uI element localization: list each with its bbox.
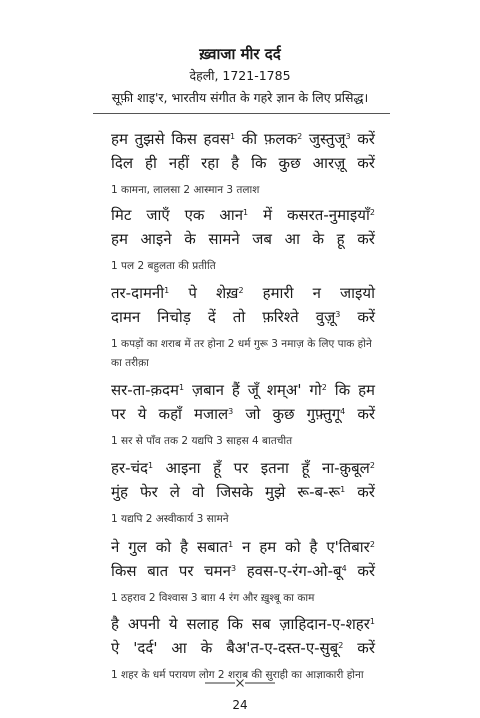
footnote-marker: 3 bbox=[228, 407, 234, 416]
word-text: करें bbox=[357, 405, 375, 423]
word-text: रू-ब-रू bbox=[297, 483, 341, 501]
word-text: हवस bbox=[203, 130, 230, 148]
couplet bbox=[111, 456, 375, 529]
gloss-note: 1 कपड़ों का शराब में तर होना 2 धर्म गुरू 3 नमाज़ के लिए पाक होने का तरीक़ा bbox=[111, 338, 372, 369]
verse-word bbox=[357, 480, 375, 504]
footnote-marker: 3 bbox=[345, 132, 351, 141]
word-text: फेर bbox=[140, 483, 158, 501]
verse-word bbox=[111, 535, 119, 559]
verse-word bbox=[111, 227, 128, 251]
word-text: ले bbox=[169, 483, 180, 501]
word-text: ए'तिबार bbox=[326, 538, 370, 556]
word-text: जाइयो bbox=[339, 284, 375, 302]
verse-word bbox=[170, 480, 180, 504]
verse-word bbox=[204, 559, 236, 583]
verse-line bbox=[111, 305, 375, 329]
word-text: हूँ bbox=[213, 459, 222, 477]
verse-word bbox=[216, 281, 244, 305]
word-text: किस bbox=[111, 562, 137, 580]
word-text: हम bbox=[358, 381, 375, 399]
footnote-marker: 1 bbox=[229, 132, 236, 141]
verse-word bbox=[357, 402, 375, 426]
footnote-marker: 2 bbox=[321, 383, 327, 392]
word-text: जब bbox=[252, 230, 272, 248]
word-text: अपनी bbox=[127, 615, 161, 633]
verse-word bbox=[242, 535, 250, 559]
word-text: न bbox=[242, 538, 251, 556]
verse-line bbox=[111, 227, 375, 251]
verse-word bbox=[141, 227, 172, 251]
word-text: पर bbox=[178, 562, 194, 580]
verse-word bbox=[201, 636, 213, 660]
gloss-note: 1 ठहराव 2 विश्वास 3 बाग़ 4 रंग और ख़ुश्बू का काम bbox=[111, 592, 315, 604]
verse-word bbox=[169, 612, 178, 636]
word-text: जाएँ bbox=[146, 206, 170, 224]
word-text: सर-ता-क़दम bbox=[111, 381, 179, 399]
verse-word bbox=[233, 305, 245, 329]
gloss-note: 1 सर से पाँव तक 2 यद्यपि 3 साहस 4 बातचीत bbox=[111, 435, 293, 447]
word-text: के bbox=[312, 230, 325, 248]
verse-word bbox=[185, 203, 205, 227]
verse-line bbox=[111, 402, 375, 426]
verse-word bbox=[208, 227, 239, 251]
verse-line bbox=[111, 203, 375, 227]
footnote-marker: 2 bbox=[297, 132, 303, 141]
footnote-marker: 1 bbox=[228, 540, 234, 549]
verse-word bbox=[135, 127, 165, 151]
word-text: ये bbox=[137, 405, 147, 423]
word-text: हमारी bbox=[262, 284, 294, 302]
verse-word bbox=[228, 612, 243, 636]
verse-word bbox=[111, 127, 128, 151]
verse-word bbox=[111, 203, 131, 227]
verse-word bbox=[267, 378, 302, 402]
footnote-marker: 3 bbox=[230, 564, 237, 573]
word-text: हम bbox=[111, 130, 128, 148]
word-text: ही bbox=[145, 154, 157, 172]
word-text: के bbox=[200, 639, 213, 657]
word-text: मुझे bbox=[265, 483, 286, 501]
word-text: सामने bbox=[208, 230, 240, 248]
word-text: जो bbox=[245, 405, 261, 423]
word-text: में bbox=[263, 206, 273, 224]
footnote-marker: 2 bbox=[369, 461, 375, 470]
word-text: फ़लक bbox=[263, 130, 298, 148]
verse-word bbox=[145, 151, 157, 175]
verse-word bbox=[192, 480, 204, 504]
poet-header bbox=[0, 44, 480, 107]
word-text: शम्अ' bbox=[266, 381, 302, 399]
word-text: पे bbox=[188, 284, 197, 302]
verse-word bbox=[111, 559, 137, 583]
verse-line bbox=[111, 535, 375, 559]
verse-word bbox=[166, 456, 201, 480]
word-text: के bbox=[184, 230, 196, 248]
word-text: आ bbox=[171, 639, 187, 657]
footnote-marker: 3 bbox=[335, 310, 341, 319]
verse-word bbox=[357, 559, 375, 583]
footnote-marker: 1 bbox=[243, 208, 249, 217]
footnote-marker: 1 bbox=[164, 286, 170, 295]
verse-word bbox=[128, 612, 160, 636]
verse-word bbox=[157, 305, 191, 329]
couplet bbox=[111, 535, 375, 608]
word-text: जिसके bbox=[216, 483, 253, 501]
verse-word bbox=[251, 151, 266, 175]
verse-word bbox=[216, 480, 253, 504]
verse-line bbox=[111, 636, 375, 660]
verse-word bbox=[111, 402, 126, 426]
verse-word bbox=[247, 559, 347, 583]
verse-word bbox=[194, 402, 233, 426]
header-divider bbox=[93, 113, 390, 114]
verse-word bbox=[219, 203, 248, 227]
verse-word bbox=[358, 378, 375, 402]
verse-word bbox=[133, 636, 157, 660]
word-text: पर bbox=[233, 459, 249, 477]
word-text: गुल bbox=[128, 538, 147, 556]
word-text: करें bbox=[357, 639, 375, 657]
verse-word bbox=[111, 378, 184, 402]
word-text: कि bbox=[251, 154, 267, 172]
word-text: न bbox=[312, 284, 321, 302]
couplet bbox=[111, 127, 375, 200]
word-text: कि bbox=[334, 381, 351, 399]
word-text: तो bbox=[232, 308, 246, 326]
word-text: है bbox=[231, 154, 240, 172]
verse-word bbox=[357, 127, 375, 151]
verse-word bbox=[252, 227, 272, 251]
word-text: बात bbox=[147, 562, 169, 580]
verse-word bbox=[322, 456, 375, 480]
word-text: आइना bbox=[165, 459, 201, 477]
footnote-marker: 2 bbox=[238, 286, 244, 295]
word-text: करें bbox=[357, 483, 375, 501]
footnote-marker: 4 bbox=[340, 407, 346, 416]
word-text: करें bbox=[357, 130, 375, 148]
verse-word bbox=[313, 227, 325, 251]
poet-name: ख़्वाजा मीर दर्द bbox=[199, 45, 281, 63]
verse-word bbox=[159, 402, 182, 426]
verse-line bbox=[111, 127, 375, 151]
verse-word bbox=[357, 151, 375, 175]
gloss-note: 1 यद्यपि 2 अस्वीकार्य 3 सामने bbox=[111, 513, 229, 525]
verse-word bbox=[147, 559, 168, 583]
couplet bbox=[111, 203, 375, 276]
verse-word bbox=[226, 636, 343, 660]
verse-word bbox=[232, 378, 240, 402]
word-text: रहा bbox=[201, 154, 220, 172]
verse-word bbox=[335, 378, 350, 402]
word-text: मजाल bbox=[194, 405, 229, 423]
verse-word bbox=[272, 402, 294, 426]
word-text: को bbox=[155, 538, 172, 556]
word-text: सब bbox=[251, 615, 271, 633]
word-text: कुछ bbox=[272, 405, 295, 423]
footnote-marker: 1 bbox=[340, 485, 346, 494]
verse-word bbox=[357, 227, 375, 251]
footnote-marker: 1 bbox=[179, 383, 185, 392]
verse-line bbox=[111, 559, 375, 583]
word-text: सबात bbox=[196, 538, 229, 556]
verse-word bbox=[197, 535, 233, 559]
verse-word bbox=[231, 151, 239, 175]
verse-word bbox=[309, 535, 317, 559]
verse-word bbox=[234, 456, 249, 480]
word-text: फ़रिश्ते bbox=[262, 308, 299, 326]
verse-word bbox=[326, 535, 375, 559]
verse-word bbox=[337, 227, 345, 251]
word-text: ने bbox=[111, 538, 120, 556]
verse-word bbox=[204, 127, 236, 151]
word-text: आन bbox=[219, 206, 244, 224]
gloss-note: 1 कामना, लालसा 2 आस्मान 3 तलाश bbox=[111, 184, 260, 196]
word-text: कसरत-नुमाइयाँ bbox=[286, 206, 370, 224]
verse-word bbox=[340, 281, 375, 305]
verse-line bbox=[111, 456, 375, 480]
verse-word bbox=[192, 378, 224, 402]
verse-word bbox=[263, 281, 294, 305]
verse-word bbox=[171, 636, 186, 660]
word-text: 'दर्द' bbox=[133, 639, 158, 657]
word-text: वुज़ू bbox=[315, 308, 336, 326]
word-text: हूँ bbox=[301, 459, 310, 477]
word-text: किस bbox=[171, 130, 197, 148]
word-text: आइने bbox=[140, 230, 172, 248]
word-text: दामन bbox=[111, 308, 141, 326]
verse-word bbox=[357, 636, 375, 660]
verse-word bbox=[285, 227, 300, 251]
gloss-note: 1 पल 2 बहुलता की प्रतीति bbox=[111, 260, 216, 272]
word-text: कि bbox=[227, 615, 243, 633]
verse-word bbox=[285, 535, 300, 559]
verse-word bbox=[248, 378, 259, 402]
verse-word bbox=[111, 636, 119, 660]
verse-word bbox=[140, 480, 158, 504]
verse-word bbox=[208, 305, 216, 329]
word-text: को bbox=[285, 538, 301, 556]
word-text: एक bbox=[184, 206, 205, 224]
verse-word bbox=[297, 480, 345, 504]
verse-word bbox=[180, 535, 188, 559]
verse-word bbox=[279, 151, 301, 175]
word-text: पर bbox=[111, 405, 126, 423]
word-text: नहीं bbox=[168, 154, 190, 172]
word-text: है bbox=[111, 615, 119, 633]
verse-word bbox=[111, 480, 128, 504]
couplet bbox=[111, 378, 375, 451]
word-text: हम bbox=[111, 230, 128, 248]
word-text: की bbox=[241, 130, 258, 148]
verse-word bbox=[146, 203, 169, 227]
word-text: सलाह bbox=[186, 615, 219, 633]
word-text: ज़ाहिदान-ए-शहर bbox=[279, 615, 370, 633]
word-text: हैं bbox=[231, 381, 240, 399]
footnote-marker: 2 bbox=[369, 208, 375, 217]
verse-word bbox=[287, 203, 375, 227]
verse-word bbox=[263, 203, 272, 227]
footnote-marker: 1 bbox=[369, 617, 375, 626]
word-text: मुंह bbox=[111, 483, 128, 501]
verse-word bbox=[262, 305, 299, 329]
footnote-marker: 4 bbox=[341, 564, 347, 573]
word-text: ज़बान bbox=[192, 381, 224, 399]
word-text: शेख़ bbox=[215, 284, 239, 302]
verse-line bbox=[111, 281, 375, 305]
word-text: जूँ bbox=[247, 381, 259, 399]
word-text: कहाँ bbox=[158, 405, 182, 423]
verse-word bbox=[111, 151, 133, 175]
verse-word bbox=[138, 402, 147, 426]
word-text: तुझसे bbox=[134, 130, 165, 148]
word-text: हू bbox=[336, 230, 345, 248]
verse-word bbox=[316, 305, 341, 329]
word-text: है bbox=[309, 538, 318, 556]
verse-word bbox=[242, 127, 257, 151]
verse-line bbox=[111, 612, 375, 636]
verse-word bbox=[313, 281, 321, 305]
word-text: गुफ़्तुगू bbox=[306, 405, 341, 423]
word-text: इतना bbox=[260, 459, 289, 477]
word-text: हर-चंद bbox=[111, 459, 149, 477]
word-text: जुस्तुजू bbox=[308, 130, 346, 148]
verse-word bbox=[252, 612, 271, 636]
verse-word bbox=[357, 305, 375, 329]
footnote-marker: 2 bbox=[369, 540, 375, 549]
verse-word bbox=[213, 456, 221, 480]
verse-line bbox=[111, 151, 375, 175]
word-text: आ bbox=[284, 230, 300, 248]
x-ornament-icon bbox=[205, 678, 275, 688]
verse-word bbox=[111, 456, 153, 480]
footnote-marker: 2 bbox=[338, 641, 344, 650]
verse-word bbox=[307, 402, 346, 426]
verse-word bbox=[279, 612, 375, 636]
couplet bbox=[111, 281, 375, 373]
word-text: दें bbox=[207, 308, 216, 326]
gloss-note: 1 शहर के धर्म परायण लोग 2 शराब की सुराही का आज्ञाकारी होना bbox=[111, 669, 364, 681]
verse-word bbox=[309, 378, 326, 402]
word-text: करें bbox=[357, 308, 375, 326]
word-text: कुछ bbox=[278, 154, 301, 172]
verse-word bbox=[111, 281, 169, 305]
word-text: हम bbox=[259, 538, 277, 556]
verse-word bbox=[313, 151, 346, 175]
verse-word bbox=[201, 151, 219, 175]
page-number: 24 bbox=[232, 698, 248, 712]
verse-word bbox=[301, 456, 309, 480]
word-text: गो bbox=[309, 381, 322, 399]
verse-word bbox=[188, 281, 197, 305]
verse-line bbox=[111, 480, 375, 504]
verse-word bbox=[156, 535, 171, 559]
verse-word bbox=[309, 127, 351, 151]
word-text: बैअ'त-ए-दस्त-ए-सुबू bbox=[226, 639, 339, 657]
word-text: हवस-ए-रंग-ओ-बू bbox=[246, 562, 342, 580]
word-text: ऐ bbox=[111, 639, 120, 657]
verse-word bbox=[265, 480, 285, 504]
word-text: करें bbox=[357, 562, 375, 580]
verse-word bbox=[187, 612, 219, 636]
verse-line bbox=[111, 378, 375, 402]
couplet bbox=[111, 612, 375, 685]
verse-word bbox=[264, 127, 302, 151]
poet-description: सूफ़ी शाइ'र, भारतीय संगीत के गहरे ज्ञान के लिए प्रसिद्ध। bbox=[111, 90, 369, 105]
word-text: दिल bbox=[111, 154, 134, 172]
word-text: है bbox=[180, 538, 189, 556]
verse-word bbox=[179, 559, 194, 583]
verse-word bbox=[245, 402, 260, 426]
word-text: वो bbox=[192, 483, 205, 501]
verse-word bbox=[184, 227, 196, 251]
verse-word bbox=[261, 456, 289, 480]
word-text: चमन bbox=[204, 562, 231, 580]
word-text: ना-क़ुबूल bbox=[321, 459, 370, 477]
word-text: निचोड़ bbox=[157, 308, 191, 326]
verse-word bbox=[259, 535, 276, 559]
word-text: तर-दामनी bbox=[111, 284, 165, 302]
word-text: मिट bbox=[111, 206, 132, 224]
footnote-marker: 1 bbox=[148, 461, 154, 470]
verse-word bbox=[169, 151, 189, 175]
word-text: ये bbox=[168, 615, 178, 633]
word-text: करें bbox=[357, 154, 375, 172]
verse-word bbox=[111, 305, 140, 329]
verse-word bbox=[111, 612, 119, 636]
verse-word bbox=[128, 535, 147, 559]
word-text: करें bbox=[357, 230, 375, 248]
verse-word bbox=[171, 127, 197, 151]
poet-dates: देहली, 1721-1785 bbox=[189, 68, 291, 83]
word-text: आरज़ू bbox=[312, 154, 346, 172]
